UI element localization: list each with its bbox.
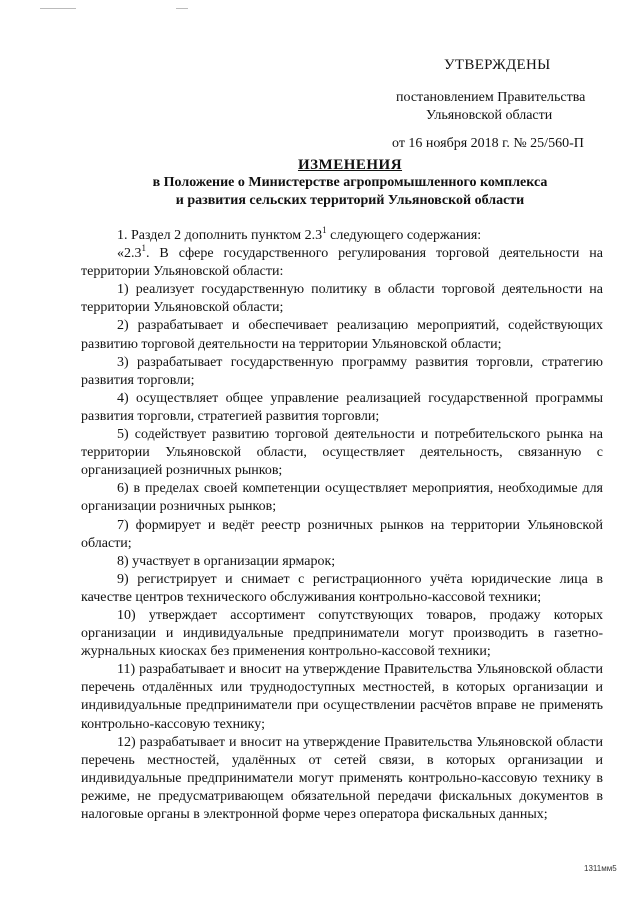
document-subtitle-line-2: и развития сельских территорий Ульяновской области — [175, 193, 525, 208]
list-item: 1) реализует государственную политику в области торговой деятельности на территории Ульяновской области; — [81, 282, 603, 316]
paragraph-text: следующего содержания: — [326, 228, 482, 243]
paragraph-text: 1. Раздел 2 дополнить пунктом 2.3 — [117, 228, 323, 243]
list-item: 10) утверждает ассортимент сопутствующих товаров, продажу которых организации и индивидуальные предприниматели могут производить в газетно-журнальных киосках без применения контрольно-кассовой техники; — [81, 607, 603, 660]
decree-line-1: постановлением Правительства — [396, 90, 586, 105]
list-item: 11) разрабатывает и вносит на утверждение Правительства Ульяновской области перечень отдалённых или труднодоступных местностей, в которых организации и индивидуальные предприниматели при осуществлении расчётов вправе не применять контрольно-кассовую технику; — [81, 662, 603, 732]
list-item: 4) осуществляет общее управление реализацией государственной программы развития торговли, стратегией развития торговли; — [81, 390, 603, 424]
scan-artifact — [40, 8, 76, 9]
footer-code: 1311мм5 — [584, 864, 617, 873]
document-subtitle-line-1: в Положение о Министерстве агропромышленного комплекса — [152, 175, 548, 190]
paragraph — [81, 245, 603, 281]
document-title: ИЗМЕНЕНИЯ — [297, 157, 403, 173]
scan-artifact — [176, 8, 188, 9]
list-item: 12) разрабатывает и вносит на утверждение Правительства Ульяновской области перечень местностей, удалённых от сетей связи, в которых организации и индивидуальные предприниматели могут применять контрольно-кассовую технику в режиме, не предусматривающем обязательной передачи фискальных документов в налоговые органы в электронной форме через оператора фискальных данных; — [81, 734, 603, 822]
superscript: 1 — [141, 243, 146, 254]
list-item: 9) регистрирует и снимает с регистрационного учёта юридические лица в качестве центров технического обслуживания контрольно-кассовой техники; — [81, 571, 603, 605]
paragraph-text: «2.3 — [117, 246, 142, 262]
approval-heading: УТВЕРЖДЕНЫ — [444, 57, 551, 73]
superscript: 1 — [322, 225, 327, 235]
list-item: 8) участвует в организации ярмарок; — [117, 553, 336, 569]
list-item: 3) разрабатывает государственную программу развития торговли, стратегию развития торговли; — [81, 354, 603, 388]
list-item: 5) содействует развитию торговой деятельности и потребительского рынка на территории Ульяновской области, осуществляет деятельность, связанную с организацией розничных рынков; — [81, 427, 603, 479]
list-item: 2) разрабатывает и обеспечивает реализацию мероприятий, содействующих развитию торговой деятельности на территории Ульяновской области; — [81, 318, 603, 352]
list-item: 6) в пределах своей компетенции осуществляет мероприятия, необходимые для организации розничных рынков; — [81, 481, 603, 515]
document-body — [81, 227, 603, 824]
decree-date: от 16 ноября 2018 г. № 25/560-П — [392, 136, 584, 151]
decree-line-2: Ульяновской области — [426, 108, 553, 123]
list-item: 7) формирует и ведёт реестр розничных рынков на территории Ульяновской области; — [81, 517, 603, 551]
paragraph-text: . В сфере государственного регулирования торговой деятельности на территории Ульяновской области: — [81, 246, 603, 280]
paragraph — [81, 227, 603, 245]
